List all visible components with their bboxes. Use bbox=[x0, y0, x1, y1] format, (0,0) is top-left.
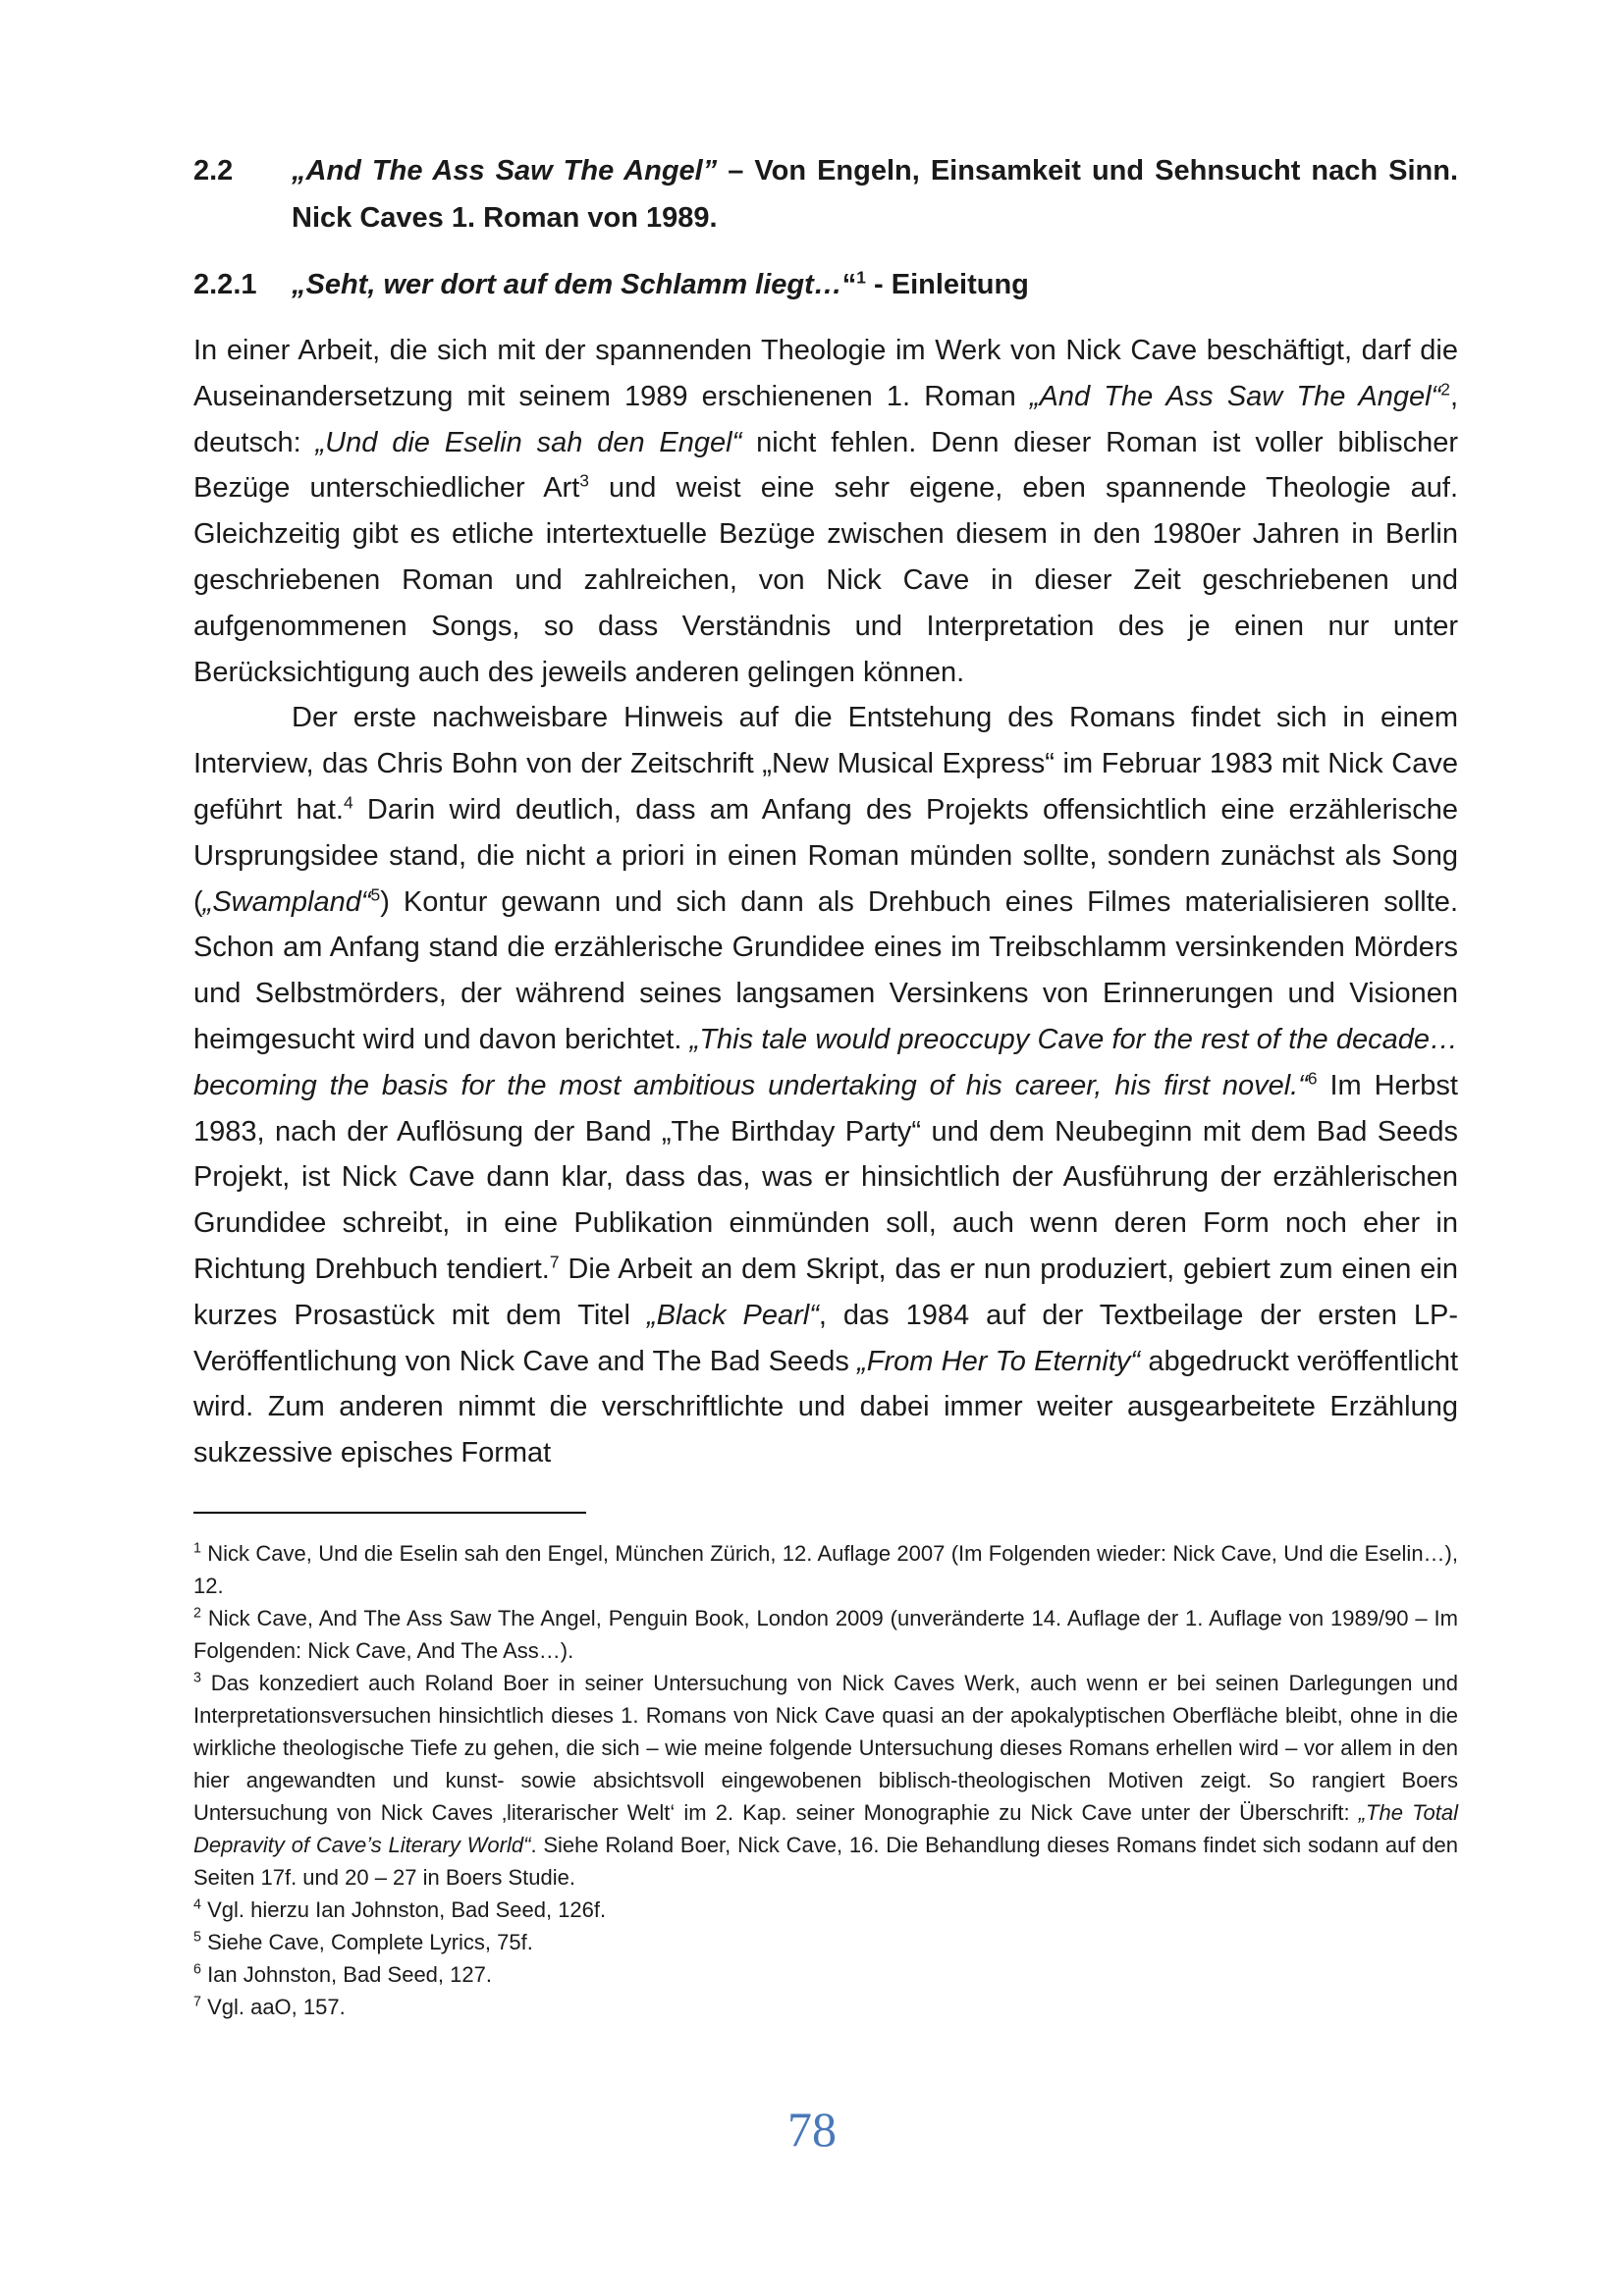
footnote-number: 6 bbox=[193, 1961, 201, 1978]
footnote-number: 4 bbox=[193, 1896, 201, 1913]
subsection-title-rest: - Einleitung bbox=[865, 269, 1029, 300]
p1-title-de: „Und die Eselin sah den Engel“ bbox=[315, 426, 742, 458]
footnote-4 bbox=[193, 1894, 1458, 1926]
p1-title-en: „And The Ass Saw The Angel“ bbox=[1029, 380, 1441, 412]
footnote-6 bbox=[193, 1958, 1458, 1991]
subsection-number: 2.2.1 bbox=[193, 269, 257, 300]
footnote-text-end: . Siehe Roland Boer, Nick Cave, 16. Die Behandlung dieses Romans findet sich sodann auf den Seiten 17f. und 20 – 27 in Boers Studie. bbox=[193, 1832, 1459, 1890]
footnote-chapter-title: „The Total Depravity of Cave’s Literary World“ bbox=[193, 1799, 1458, 1857]
footnote-number: 1 bbox=[193, 1540, 201, 1557]
footnote-ref-3[interactable]: 3 bbox=[579, 470, 589, 491]
p2-text-6: , das 1984 auf der Textbeilage der ersten LP-Veröffentlichung von Nick Cave and The Bad Seeds bbox=[193, 1299, 1458, 1377]
footnote-3 bbox=[193, 1667, 1458, 1894]
body-text bbox=[193, 328, 1458, 1476]
p2-quote: „This tale would preoccupy Cave for the rest of the decade… becoming the basis for the most ambitious undertaking of his career, his first novel.“ bbox=[193, 1023, 1458, 1101]
p2-song-title: „Swampland“ bbox=[202, 885, 371, 918]
subsection-title-quote: „Seht, wer dort auf dem Schlamm liegt… bbox=[292, 269, 842, 300]
p2-album-title: „From Her To Eternity“ bbox=[857, 1345, 1141, 1377]
footnote-ref-1[interactable]: 1 bbox=[856, 267, 866, 288]
footnote-2 bbox=[193, 1602, 1458, 1667]
footnote-ref-4[interactable]: 4 bbox=[343, 792, 353, 813]
footnote-7 bbox=[193, 1991, 1458, 2023]
paragraph-2 bbox=[193, 695, 1458, 1476]
section-title-quote: „And The Ass Saw The Angel” bbox=[292, 155, 718, 187]
footnote-1 bbox=[193, 1537, 1458, 1602]
footnote-ref-5[interactable]: 5 bbox=[370, 883, 381, 904]
footnote-5 bbox=[193, 1926, 1458, 1958]
section-heading bbox=[193, 147, 1458, 241]
p2-text-1: Der erste nachweisbare Hinweis auf die Entstehung des Romans findet sich in einem Interview, das Chris Bohn von der Zeitschrift „New Musical Express“ im Februar 1983 mit Nick Cave geführt hat. bbox=[193, 702, 1458, 826]
footnote-ref-7[interactable]: 7 bbox=[549, 1252, 560, 1272]
subsection-title bbox=[292, 261, 1458, 308]
footnote-text: Ian Johnston, Bad Seed, 127. bbox=[200, 1961, 492, 1987]
section-title bbox=[292, 147, 1458, 241]
footnote-separator bbox=[193, 1512, 586, 1514]
p2-text-4: Im Herbst 1983, nach der Auflösung der Band „The Birthday Party“ und dem Neubeginn mit dem Bad Seeds Projekt, ist Nick Cave dann klar, dass das, was er hinsichtlich der Ausführung der erzählerischen Grundidee schreibt, in eine Publikation einmünden soll, auch wenn deren Form noch eher in Richtung Drehbuch tendiert. bbox=[193, 1069, 1458, 1285]
p2-black-pearl: „Black Pearl“ bbox=[646, 1299, 819, 1331]
section-number: 2.2 bbox=[193, 155, 234, 187]
p1-text-3: nicht fehlen. Denn dieser Roman ist voller biblischer Bezüge unterschiedlicher Art bbox=[193, 426, 1458, 505]
footnote-text: Siehe Cave, Complete Lyrics, 75f. bbox=[200, 1929, 533, 1954]
footnote-number: 3 bbox=[193, 1670, 201, 1686]
footnote-text: Vgl. hierzu Ian Johnston, Bad Seed, 126f. bbox=[200, 1896, 607, 1922]
footnote-text: Nick Cave, Und die Eselin sah den Engel, München Zürich, 12. Auflage 2007 (Im Folgenden wieder: Nick Cave, Und die Eselin…), 12. bbox=[193, 1540, 1458, 1598]
p1-text-2: , deutsch: bbox=[193, 380, 1458, 458]
subsection-heading bbox=[193, 261, 1458, 308]
footnote-ref-6[interactable]: 6 bbox=[1307, 1068, 1318, 1089]
page-number: 78 bbox=[787, 2102, 837, 2157]
footnotes bbox=[193, 1537, 1458, 2023]
p2-text-7: abgedruckt veröffentlicht wird. Zum anderen nimmt die verschriftlichte und dabei immer weiter ausgearbeitete Erzählung sukzessive episches Format bbox=[193, 1345, 1458, 1469]
section-title-rest: – Von Engeln, Einsamkeit und Sehnsucht nach Sinn. Nick Caves 1. Roman von 1989. bbox=[292, 155, 1458, 234]
footnote-text: Vgl. aaO, 157. bbox=[200, 1994, 346, 2019]
p2-text-3: ) Kontur gewann und sich dann als Drehbuch eines Filmes materialisieren sollte. Schon am Anfang stand die erzählerische Grundidee eines im Treibschlamm versinkenden Mörders und Selbstmörders, der während seines langsamen Versinkens von Erinnerungen und Visionen heimgesucht wird und davon berichtet. bbox=[193, 885, 1458, 1055]
footnote-text: Das konzediert auch Roland Boer in seiner Untersuchung von Nick Caves Werk, auch wenn er bei seinen Darlegungen und Interpretationsversuchen hinsichtlich dieses 1. Romans von Nick Cave quasi an der apokalyptischen Oberfläche bleibt, ohne in die wirkliche theologische Tiefe zu gehen, die sich – wie meine folgende Untersuchung dieses Romans erhellen wird – vor allem in den hier angewandten und kunst- sowie absichtsvoll eingewobenen biblisch-theologischen Motiven zeigt. So rangiert Boers Untersuchung von Nick Caves ‚literarischer Welt‘ im 2. Kap. seiner Monographie zu Nick Cave unter der Überschrift: bbox=[193, 1670, 1458, 1825]
p1-text-1: In einer Arbeit, die sich mit der spannenden Theologie im Werk von Nick Cave beschäftigt, darf die Auseinandersetzung mit seinem 1989 erschienenen 1. Roman bbox=[193, 335, 1458, 412]
footnote-text: Nick Cave, And The Ass Saw The Angel, Penguin Book, London 2009 (unveränderte 14. Auflage der 1. Auflage von 1989/90 – Im Folgenden: Nick Cave, And The Ass…). bbox=[193, 1605, 1458, 1663]
footnote-ref-2[interactable]: 2 bbox=[1440, 379, 1450, 400]
footnote-number: 5 bbox=[193, 1929, 201, 1946]
page-content bbox=[193, 147, 1458, 2023]
p2-text-2: Darin wird deutlich, dass am Anfang des Projekts offensichtlich eine erzählerische Ursprungsidee stand, die nicht a priori in einen Roman münden sollte, sondern zunächst als Song ( bbox=[193, 793, 1459, 918]
footnote-number: 2 bbox=[193, 1605, 201, 1622]
footnote-number: 7 bbox=[193, 1994, 201, 2010]
p2-text-5: Die Arbeit an dem Skript, das er nun produziert, gebiert zum einen ein kurzes Prosastück mit dem Titel bbox=[193, 1253, 1458, 1331]
paragraph-1 bbox=[193, 328, 1458, 695]
subsection-close-quote: “ bbox=[841, 269, 857, 300]
p1-text-4: und weist eine sehr eigene, eben spannende Theologie auf. Gleichzeitig gibt es etliche intertextuelle Bezüge zwischen diesem in den 1980er Jahren in Berlin geschriebenen Roman und zahlreichen, von Nick Cave in dieser Zeit geschriebenen und aufgenommenen Songs, so dass Verständnis und Interpretation des je einen nur unter Berücksichtigung auch des jeweils anderen gelingen können. bbox=[193, 472, 1458, 688]
